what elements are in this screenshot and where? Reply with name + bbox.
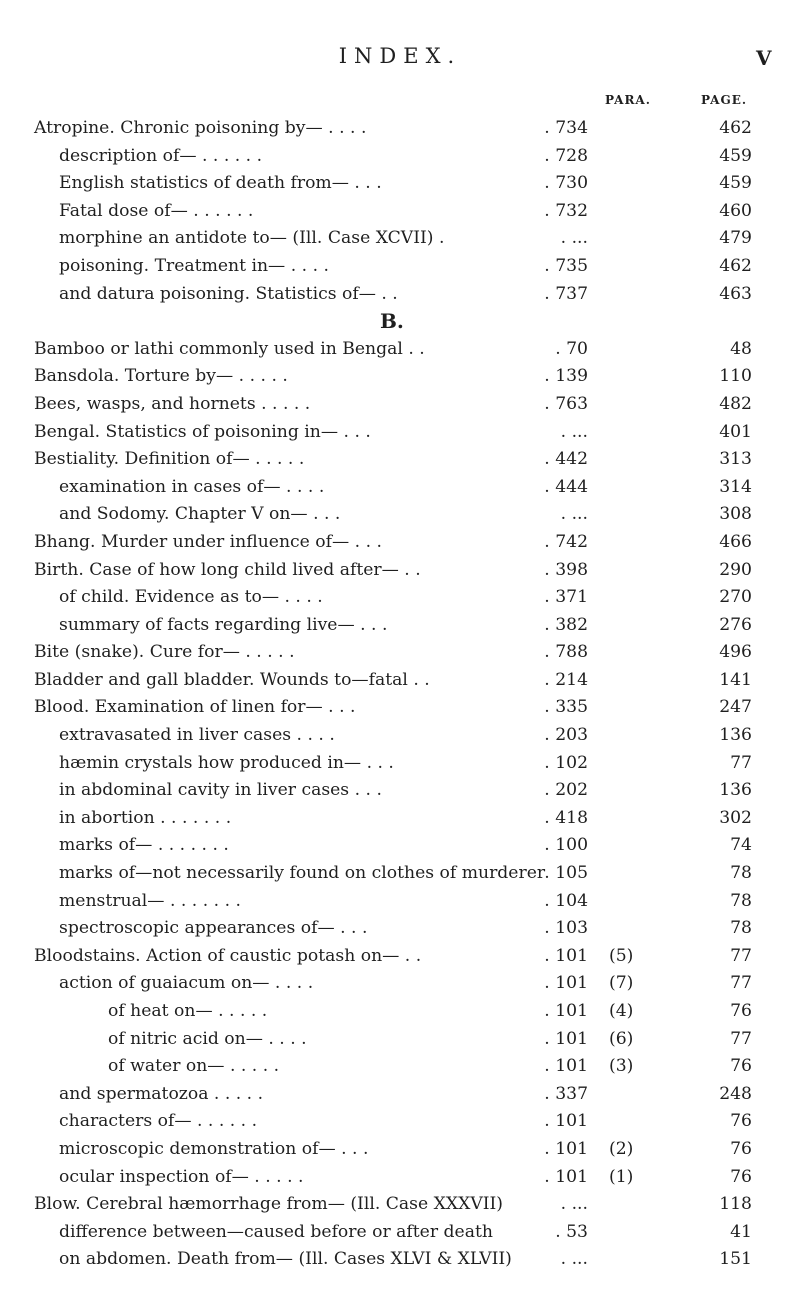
index-entry — [0, 943, 800, 971]
index-entry — [0, 391, 800, 419]
entry-text: ocular inspection of— . . . . . — [59, 1166, 304, 1187]
index-entry — [0, 1164, 800, 1192]
entry-para: . 70 — [555, 338, 588, 359]
index-entry — [0, 750, 800, 778]
entry-page: 314 — [719, 476, 752, 497]
index-entry — [0, 998, 800, 1026]
index-entry — [0, 805, 800, 833]
entry-page: 151 — [719, 1249, 752, 1270]
index-entry — [0, 888, 800, 916]
column-header-para: PARA. — [605, 93, 651, 107]
entry-text: menstrual— . . . . . . . — [59, 890, 241, 911]
index-entry — [0, 557, 800, 585]
entry-text: of heat on— . . . . . — [108, 1001, 268, 1021]
index-entry — [0, 915, 800, 943]
index-entry — [0, 143, 800, 171]
entry-text: Birth. Case of how long child lived after— . . — [34, 559, 421, 580]
entry-subsection: (2) — [609, 1138, 634, 1159]
entry-para: . 444 — [544, 476, 588, 497]
page-header-title: INDEX. — [338, 44, 462, 68]
index-entry — [0, 832, 800, 860]
index-entry — [0, 419, 800, 447]
entry-page: 247 — [719, 697, 752, 718]
section-heading — [0, 308, 800, 336]
entry-page: 248 — [719, 1083, 752, 1104]
entry-para: . 214 — [544, 669, 588, 690]
entry-text: Fatal dose of— . . . . . . — [59, 200, 254, 221]
index-entry — [0, 501, 800, 529]
entry-text: Bloodstains. Action of caustic potash on— . . — [34, 945, 422, 966]
entry-text: in abdominal cavity in liver cases . . . — [59, 780, 382, 801]
entry-para: . 737 — [544, 283, 588, 304]
entry-para: . 202 — [544, 780, 588, 801]
entry-page: 460 — [719, 200, 752, 221]
entry-page: 77 — [730, 973, 752, 994]
entry-page: 76 — [730, 1056, 752, 1077]
entry-para: . 203 — [544, 725, 588, 746]
entry-text: of water on— . . . . . — [108, 1056, 280, 1077]
entry-text: Bansdola. Torture by— . . . . . — [34, 366, 288, 387]
index-entry — [0, 363, 800, 391]
entry-para: . 101 — [544, 1056, 588, 1077]
entry-text: Atropine. Chronic poisoning by— . . . . — [34, 118, 367, 138]
entry-subsection: (7) — [609, 973, 634, 994]
index-entry — [0, 970, 800, 998]
entry-text: difference between—caused before or after death — [59, 1221, 493, 1242]
entry-page: 78 — [730, 918, 752, 939]
index-entry — [0, 1026, 800, 1054]
entry-page: 302 — [719, 807, 752, 828]
entry-para: . 101 — [544, 1028, 588, 1049]
entry-page: 136 — [719, 780, 752, 801]
entry-page: 401 — [719, 421, 752, 442]
entry-text: in abortion . . . . . . . — [59, 807, 232, 828]
entry-text: English statistics of death from— . . . — [59, 173, 382, 194]
entry-text: microscopic demonstration of— . . . — [59, 1138, 369, 1159]
entry-text: poisoning. Treatment in— . . . . — [59, 255, 329, 276]
entry-para: . 788 — [544, 642, 588, 663]
index-entry — [0, 170, 800, 198]
entry-subsection: (4) — [609, 1001, 634, 1021]
entry-text: Bite (snake). Cure for— . . . . . — [34, 642, 295, 663]
entry-text: summary of facts regarding live— . . . — [59, 614, 388, 635]
entry-para: . ... — [560, 504, 588, 525]
entry-text: characters of— . . . . . . — [59, 1111, 258, 1132]
entry-para: . 335 — [544, 697, 588, 718]
entry-page: 462 — [719, 255, 752, 276]
entry-subsection: (6) — [609, 1028, 634, 1049]
entry-para: . 139 — [544, 366, 588, 387]
entry-page: 466 — [719, 531, 752, 552]
entry-subsection: (3) — [609, 1056, 634, 1077]
entry-para: . 101 — [544, 1111, 588, 1132]
entry-para: . 101 — [544, 1166, 588, 1187]
entry-text: description of— . . . . . . — [59, 145, 263, 166]
entry-page: 41 — [730, 1221, 752, 1242]
entry-page: 78 — [730, 890, 752, 911]
entry-para: . 763 — [544, 393, 588, 414]
entry-para: . 382 — [544, 614, 588, 635]
entry-para: . ... — [560, 421, 588, 442]
entry-para: . ... — [560, 1194, 588, 1215]
entry-para: . 742 — [544, 531, 588, 552]
entry-para: . 53 — [555, 1221, 588, 1242]
index-entry — [0, 1081, 800, 1109]
entry-para: . 337 — [544, 1083, 588, 1104]
entry-para: . 418 — [544, 807, 588, 828]
entry-page: 479 — [719, 228, 752, 249]
index-entry — [0, 253, 800, 281]
entry-page: 76 — [730, 1138, 752, 1159]
entry-page: 459 — [719, 145, 752, 166]
entry-page: 74 — [730, 835, 752, 856]
entry-para: . 734 — [544, 118, 588, 138]
entry-text: and spermatozoa . . . . . — [59, 1083, 264, 1104]
entry-page: 77 — [730, 752, 752, 773]
entry-para: . 102 — [544, 752, 588, 773]
entry-text: morphine an antidote to— (Ill. Case XCVII) . — [59, 228, 445, 249]
entry-page: 48 — [730, 338, 752, 359]
index-entry — [0, 281, 800, 309]
entry-page: 313 — [719, 449, 752, 470]
index-entry — [0, 667, 800, 695]
entry-para: . 103 — [544, 918, 588, 939]
index-entry — [0, 639, 800, 667]
entry-subsection: (5) — [609, 945, 634, 966]
entry-text: and datura poisoning. Statistics of— . . — [59, 283, 398, 304]
entry-text: Blow. Cerebral hæmorrhage from— (Ill. Case XXXVII) — [34, 1194, 504, 1215]
entry-para: . 105 — [544, 863, 588, 884]
index-entries — [0, 115, 800, 1274]
entry-para: . 732 — [544, 200, 588, 221]
index-entry — [0, 1246, 800, 1274]
entry-para: . ... — [560, 1249, 588, 1270]
index-entry — [0, 529, 800, 557]
entry-page: 463 — [719, 283, 752, 304]
entry-text: hæmin crystals how produced in— . . . — [59, 752, 394, 773]
entry-para: . 371 — [544, 587, 588, 608]
entry-text: Bengal. Statistics of poisoning in— . . . — [34, 421, 371, 442]
index-entry — [0, 722, 800, 750]
index-entry — [0, 1136, 800, 1164]
entry-page: 141 — [719, 669, 752, 690]
entry-page: 76 — [730, 1001, 752, 1021]
entry-text: Blood. Examination of linen for— . . . — [34, 697, 356, 718]
entry-text: spectroscopic appearances of— . . . — [59, 918, 368, 939]
entry-page: 77 — [730, 945, 752, 966]
entry-para: . 442 — [544, 449, 588, 470]
entry-para: . 101 — [544, 945, 588, 966]
entry-para: . 730 — [544, 173, 588, 194]
index-entry — [0, 612, 800, 640]
section-letter: B. — [380, 309, 404, 334]
entry-text: Bestiality. Definition of— . . . . . — [34, 449, 305, 470]
index-entry — [0, 446, 800, 474]
entry-para: . 101 — [544, 973, 588, 994]
index-entry — [0, 198, 800, 226]
entry-page: 136 — [719, 725, 752, 746]
index-entry — [0, 1108, 800, 1136]
index-entry — [0, 1191, 800, 1219]
index-entry — [0, 225, 800, 253]
entry-text: marks of— . . . . . . . — [59, 835, 229, 856]
entry-page: 78 — [730, 863, 752, 884]
entry-text: of child. Evidence as to— . . . . — [59, 587, 323, 608]
entry-page: 276 — [719, 614, 752, 635]
entry-page: 110 — [719, 366, 752, 387]
entry-page: 270 — [719, 587, 752, 608]
entry-page: 118 — [719, 1194, 752, 1215]
entry-text: extravasated in liver cases . . . . — [59, 725, 335, 746]
entry-subsection: (1) — [609, 1166, 634, 1187]
entry-para: . 104 — [544, 890, 588, 911]
index-entry — [0, 860, 800, 888]
entry-para: . ... — [560, 228, 588, 249]
index-entry — [0, 694, 800, 722]
entry-text: action of guaiacum on— . . . . — [59, 973, 314, 994]
entry-para: . 398 — [544, 559, 588, 580]
entry-text: examination in cases of— . . . . — [59, 476, 325, 497]
entry-page: 76 — [730, 1111, 752, 1132]
entry-page: 496 — [719, 642, 752, 663]
entry-para: . 101 — [544, 1001, 588, 1021]
entry-text: Bhang. Murder under influence of— . . . — [34, 531, 382, 552]
entry-page: 482 — [719, 393, 752, 414]
entry-para: . 100 — [544, 835, 588, 856]
page-number-roman: V — [756, 46, 772, 70]
entry-text: Bladder and gall bladder. Wounds to—fatal . . — [34, 669, 430, 690]
entry-text: marks of—not necessarily found on clothes of murderer — [59, 863, 546, 884]
entry-text: Bees, wasps, and hornets . . . . . — [34, 393, 311, 414]
entry-text: on abdomen. Death from— (Ill. Cases XLVI & XLVII) — [59, 1249, 512, 1270]
entry-para: . 735 — [544, 255, 588, 276]
index-entry — [0, 474, 800, 502]
index-entry — [0, 115, 800, 143]
entry-page: 77 — [730, 1028, 752, 1049]
column-header-page: PAGE. — [701, 93, 748, 107]
entry-page: 459 — [719, 173, 752, 194]
entry-page: 290 — [719, 559, 752, 580]
entry-para: . 101 — [544, 1138, 588, 1159]
index-entry — [0, 1219, 800, 1247]
entry-page: 462 — [719, 118, 752, 138]
entry-page: 76 — [730, 1166, 752, 1187]
index-entry — [0, 336, 800, 364]
index-entry — [0, 1053, 800, 1081]
index-entry — [0, 584, 800, 612]
index-entry — [0, 777, 800, 805]
entry-page: 308 — [719, 504, 752, 525]
entry-text: Bamboo or lathi commonly used in Bengal . . — [34, 338, 425, 359]
entry-text: of nitric acid on— . . . . — [108, 1028, 307, 1049]
entry-text: and Sodomy. Chapter V on— . . . — [59, 504, 341, 525]
entry-para: . 728 — [544, 145, 588, 166]
